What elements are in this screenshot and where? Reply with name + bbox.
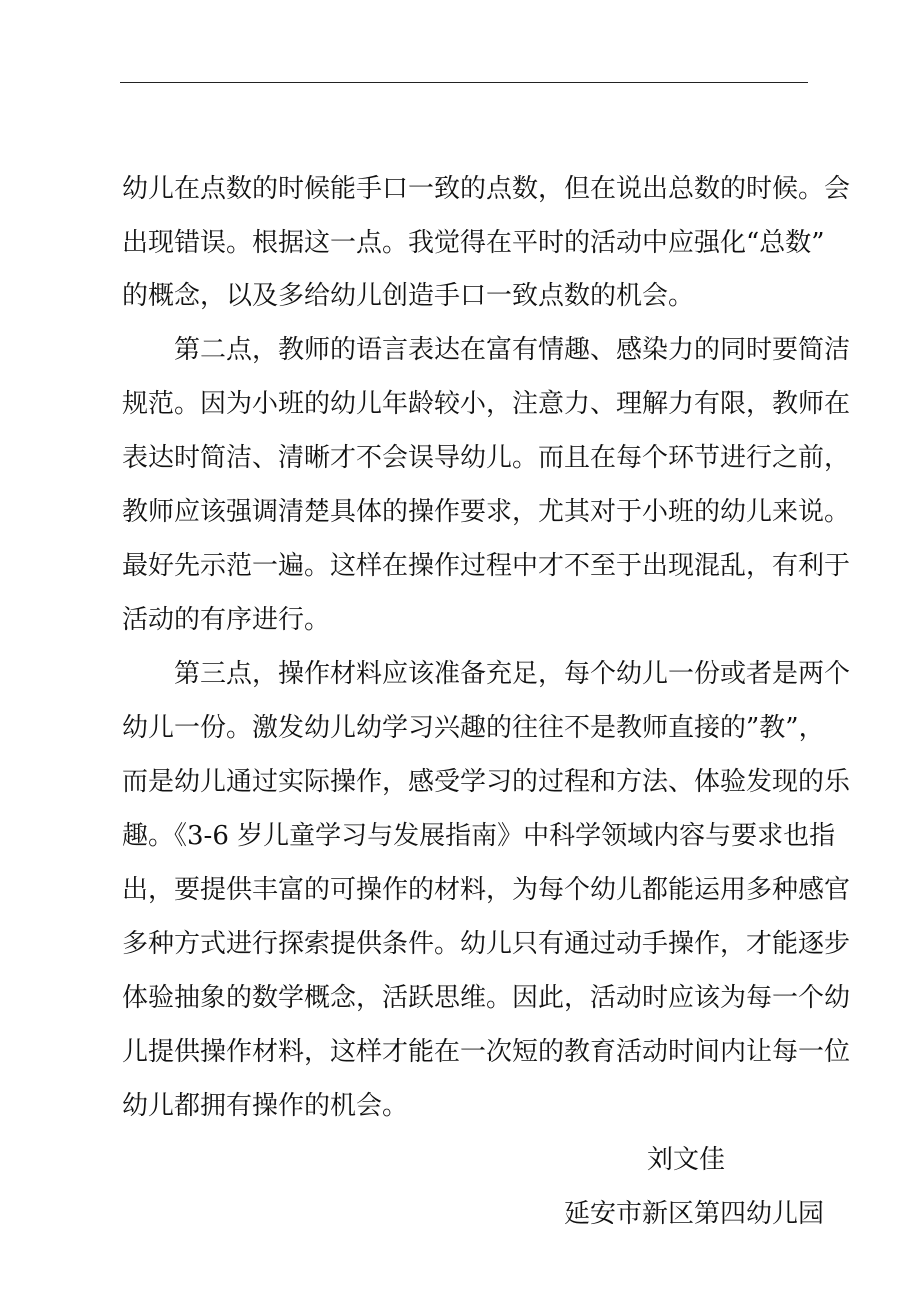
text-line-17: 儿提供操作材料，这样才能在一次短的教育活动时间内让每一位 <box>122 1037 851 1067</box>
text-line-9: 活动的有序进行。 <box>122 605 331 635</box>
organization-name: 延安市新区第四幼儿园 <box>564 1199 825 1229</box>
text-line-5: 规范。因为小班的幼儿年龄较小，注意力、理解力有限，教师在 <box>122 389 851 419</box>
text-line-6: 表达时简洁、清晰才不会误导幼儿。而且在每个环节进行之前， <box>122 443 851 473</box>
text-line-16: 体验抽象的数学概念，活跃思维。因此，活动时应该为每一个幼 <box>122 983 851 1013</box>
paragraph-2-first-line: 第二点，教师的语言表达在富有情趣、感染力的同时要简洁 <box>174 335 851 365</box>
paragraph-3-first-line: 第三点，操作材料应该准备充足，每个幼儿一份或者是两个 <box>174 659 851 689</box>
author-name: 刘文佳 <box>647 1145 726 1175</box>
text-line-3: 的概念，以及多给幼儿创造手口一致点数的机会。 <box>122 281 695 311</box>
text-line-18: 幼儿都拥有操作的机会。 <box>122 1091 409 1121</box>
text-line-12: 而是幼儿通过实际操作，感受学习的过程和方法、体验发现的乐 <box>122 767 851 797</box>
text-line-8: 最好先示范一遍。这样在操作过程中才不至于出现混乱，有利于 <box>122 551 851 581</box>
header-rule <box>120 82 808 83</box>
text-line-15: 多种方式进行探索提供条件。幼儿只有通过动手操作，才能逐步 <box>122 929 851 959</box>
text-line-2: 出现错误。根据这一点。我觉得在平时的活动中应强化“总数” <box>122 228 825 258</box>
text-line-11: 幼儿一份。激发幼儿幼学习兴趣的往往不是教师直接的”教”， <box>122 713 825 743</box>
text-line-1: 幼儿在点数的时候能手口一致的点数，但在说出总数的时候。会 <box>122 174 851 204</box>
text-line-7: 教师应该强调清楚具体的操作要求，尤其对于小班的幼儿来说。 <box>122 497 851 527</box>
text-line-13: 趣。《3-6 岁儿童学习与发展指南》中科学领域内容与要求也指 <box>122 821 836 851</box>
text-line-14: 出，要提供丰富的可操作的材料，为每个幼儿都能运用多种感官 <box>122 875 851 905</box>
